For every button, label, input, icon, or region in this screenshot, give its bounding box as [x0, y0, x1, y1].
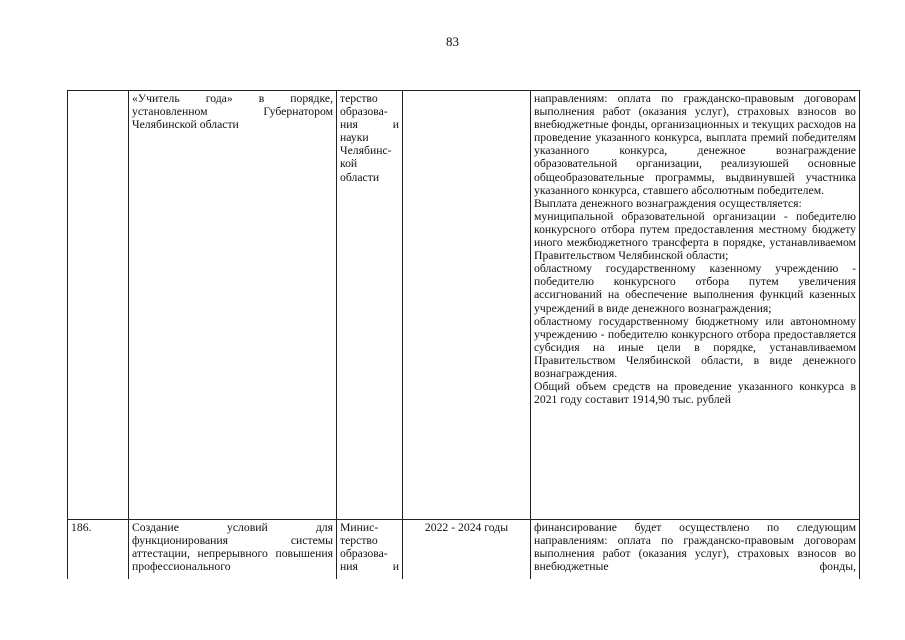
executor-line: науки: [340, 131, 369, 145]
table-row: [68, 91, 860, 520]
measure-name: Создание условий для функционирования системы аттестации, непрерывного повышения профессионального: [132, 521, 333, 574]
description-paragraph: Общий объем средств на проведение указанного конкурса в 2021 году составит 1914,90 тыс. рублей: [534, 380, 856, 407]
executor-cell: [337, 520, 403, 580]
row-number-cell: 186.: [68, 520, 129, 580]
executor-line: Минис-: [340, 521, 379, 534]
executor-line: ния и: [340, 118, 399, 132]
period-cell: [403, 91, 531, 520]
executor-cell: [337, 91, 403, 520]
executor-line: Челябинс-: [340, 144, 392, 158]
description-cell: [531, 91, 860, 520]
description-cell: [531, 520, 860, 580]
description-paragraph: областному государственному казенному учреждению - победителю конкурсного отбора путем увеличения ассигнований на обеспечение выполнения функций казенных учреждений в виде денежного вознаграждения;: [534, 262, 856, 315]
description-paragraph: финансирование будет осуществлено по следующим направлениям: оплата по гражданско-правовым договорам выполнения работ (оказания услуг), страховых взносов во внебюджетные фонды,: [534, 521, 856, 574]
executor-line: терство: [340, 534, 378, 548]
document-table: [67, 90, 860, 579]
measure-name-cell: [129, 520, 337, 580]
description-paragraph: областному государственному бюджетному или автономному учреждению - победителю конкурсного отбора предоставляется субсидия на иные цели в порядке, устанавливаемом Правительством Челябинской области, в виде денежного вознаграждения.: [534, 314, 856, 380]
measure-name: «Учитель года» в порядке, установленном Губернатором Челябинской области: [132, 92, 333, 132]
executor-line: кой: [340, 157, 358, 171]
executor-line: терство: [340, 92, 378, 105]
description-paragraph: направлениям: оплата по гражданско-правовым договорам выполнения работ (оказания услуг), страховых взносов во внебюджетные фонды, организационных и текущих расходов на проведение указанного конкурса, выплата премий победителям указанного конкурса, денежное вознаграждение образовательной организации, реализуюшей основные общеобразовательные программы, выдвинувшей участника указанного конкурса, ставшего абсолютным победителем.: [534, 92, 856, 197]
description-paragraph: Выплата денежного вознаграждения осуществляется:: [534, 196, 802, 210]
row-number-cell: [68, 91, 129, 520]
period-cell: 2022 - 2024 годы: [403, 520, 531, 580]
measure-name-cell: [129, 91, 337, 520]
page-number: 83: [446, 34, 459, 49]
table-row: [68, 520, 860, 580]
executor-line: ния и: [340, 560, 399, 574]
executor-line: области: [340, 170, 380, 184]
executor-line: образова-: [340, 547, 388, 561]
description-paragraph: муниципальной образовательной организации - победителю конкурсного отбора путем предоставления местному бюджету иного межбюджетного трансферта в порядке, устанавливаемом Правительством Челябинской области;: [534, 209, 856, 263]
executor-line: образова-: [340, 105, 388, 119]
